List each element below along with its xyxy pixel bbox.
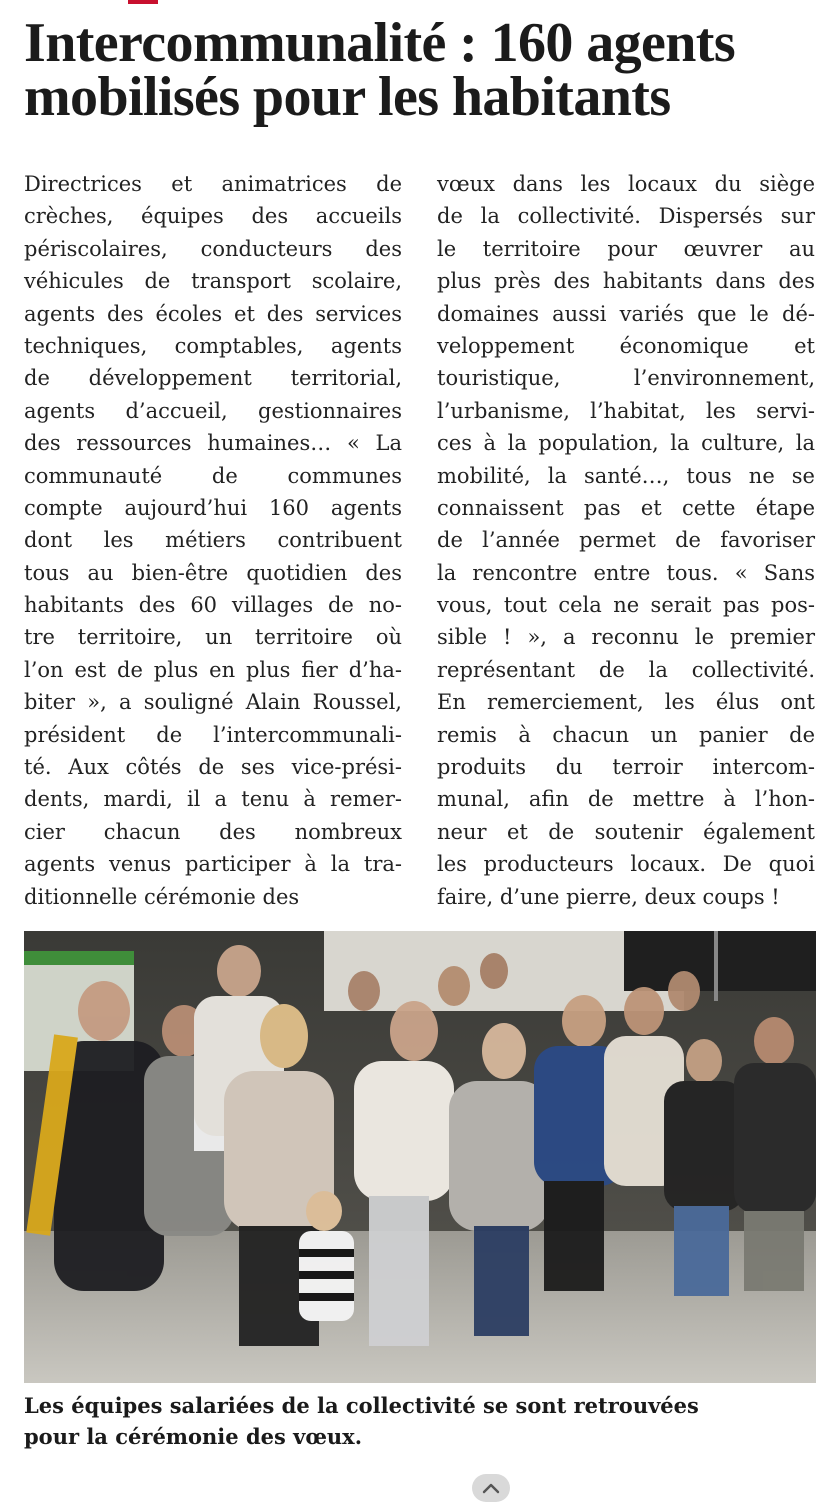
- body-line: périscolaires, conducteurs des: [24, 236, 402, 261]
- article-headline: [24, 12, 814, 128]
- section-accent-bar: [128, 0, 158, 4]
- body-line: munal, afin de mettre à l’hon-: [437, 787, 815, 812]
- caption-line: pour la cérémonie des vœux.: [24, 1424, 363, 1449]
- group-photo-illustration: [24, 931, 816, 1383]
- body-line: l’urbanisme, l’habitat, les servi-: [437, 398, 815, 423]
- body-line: l’on est de plus en plus fier d’ha-: [24, 657, 402, 682]
- body-line: En remerciement, les élus ont: [437, 690, 815, 715]
- body-line: de la collectivité. Dispersés sur: [437, 204, 815, 229]
- body-line: habitants des 60 villages de no-: [24, 593, 402, 618]
- scroll-up-button[interactable]: [472, 1474, 510, 1502]
- body-line: agents des écoles et des services: [24, 301, 402, 326]
- body-line: dents, mardi, il a tenu à remer-: [24, 787, 402, 812]
- headline-line: mobilisés pour les habitants: [24, 66, 671, 128]
- body-line: compte aujourd’hui 160 agents: [24, 495, 402, 520]
- body-line: remis à chacun un panier de: [437, 722, 815, 747]
- body-line: crèches, équipes des accueils: [24, 204, 402, 229]
- body-line: agents d’accueil, gestionnaires: [24, 398, 402, 423]
- body-line: tous au bien-être quotidien des: [24, 560, 402, 585]
- body-line: domaines aussi variés que le dé-: [437, 301, 815, 326]
- body-line: véhicules de transport scolaire,: [24, 269, 402, 294]
- body-line: dont les métiers contribuent: [24, 528, 402, 553]
- body-line: la rencontre entre tous. « Sans: [437, 560, 815, 585]
- body-line: le territoire pour œuvrer au: [437, 236, 815, 261]
- body-line: mobilité, la santé…, tous ne se: [437, 463, 815, 488]
- body-line: représentant de la collectivité.: [437, 657, 815, 682]
- headline-line: Intercommunalité : 160 agents: [24, 12, 736, 74]
- body-line: sible ! », a reconnu le premier: [437, 625, 815, 650]
- chevron-up-icon: [482, 1482, 500, 1494]
- body-line: Directrices et animatrices de: [24, 172, 402, 196]
- body-column-right: [437, 168, 815, 913]
- body-line: de développement territorial,: [24, 366, 402, 391]
- body-line: biter », a souligné Alain Roussel,: [24, 690, 402, 715]
- photo-caption: [24, 1390, 804, 1452]
- body-column-left: [24, 168, 402, 913]
- body-line: plus près des habitants dans des: [437, 269, 815, 294]
- body-line: agents venus participer à la tra-: [24, 852, 402, 877]
- body-line: tre territoire, un territoire où: [24, 625, 402, 650]
- body-line: touristique, l’environnement,: [437, 366, 815, 391]
- caption-line: Les équipes salariées de la collectivité se sont retrouvées: [24, 1393, 699, 1418]
- body-line: ces à la population, la culture, la: [437, 431, 815, 456]
- body-line: veloppement économique et: [437, 333, 815, 358]
- body-line: vous, tout cela ne serait pas pos-: [437, 593, 815, 618]
- body-line: vœux dans les locaux du siège: [437, 172, 815, 196]
- body-line: neur et de soutenir également: [437, 819, 815, 844]
- body-line: les producteurs locaux. De quoi: [437, 852, 815, 877]
- article-photo: [24, 931, 816, 1383]
- body-line: président de l’intercommunali-: [24, 722, 402, 747]
- body-line: techniques, comptables, agents: [24, 333, 402, 358]
- body-line: communauté de communes: [24, 463, 402, 488]
- body-line: connaissent pas et cette étape: [437, 495, 815, 520]
- body-line: faire, d’une pierre, deux coups !: [437, 884, 780, 909]
- body-line: cier chacun des nombreux: [24, 819, 402, 844]
- body-line: té. Aux côtés de ses vice-prési-: [24, 755, 402, 780]
- body-line: ditionnelle cérémonie des: [24, 884, 300, 909]
- body-line: produits du terroir intercom-: [437, 755, 815, 780]
- body-line: de l’année permet de favoriser: [437, 528, 815, 553]
- body-line: des ressources humaines… « La: [24, 431, 402, 456]
- article-body: [24, 168, 816, 913]
